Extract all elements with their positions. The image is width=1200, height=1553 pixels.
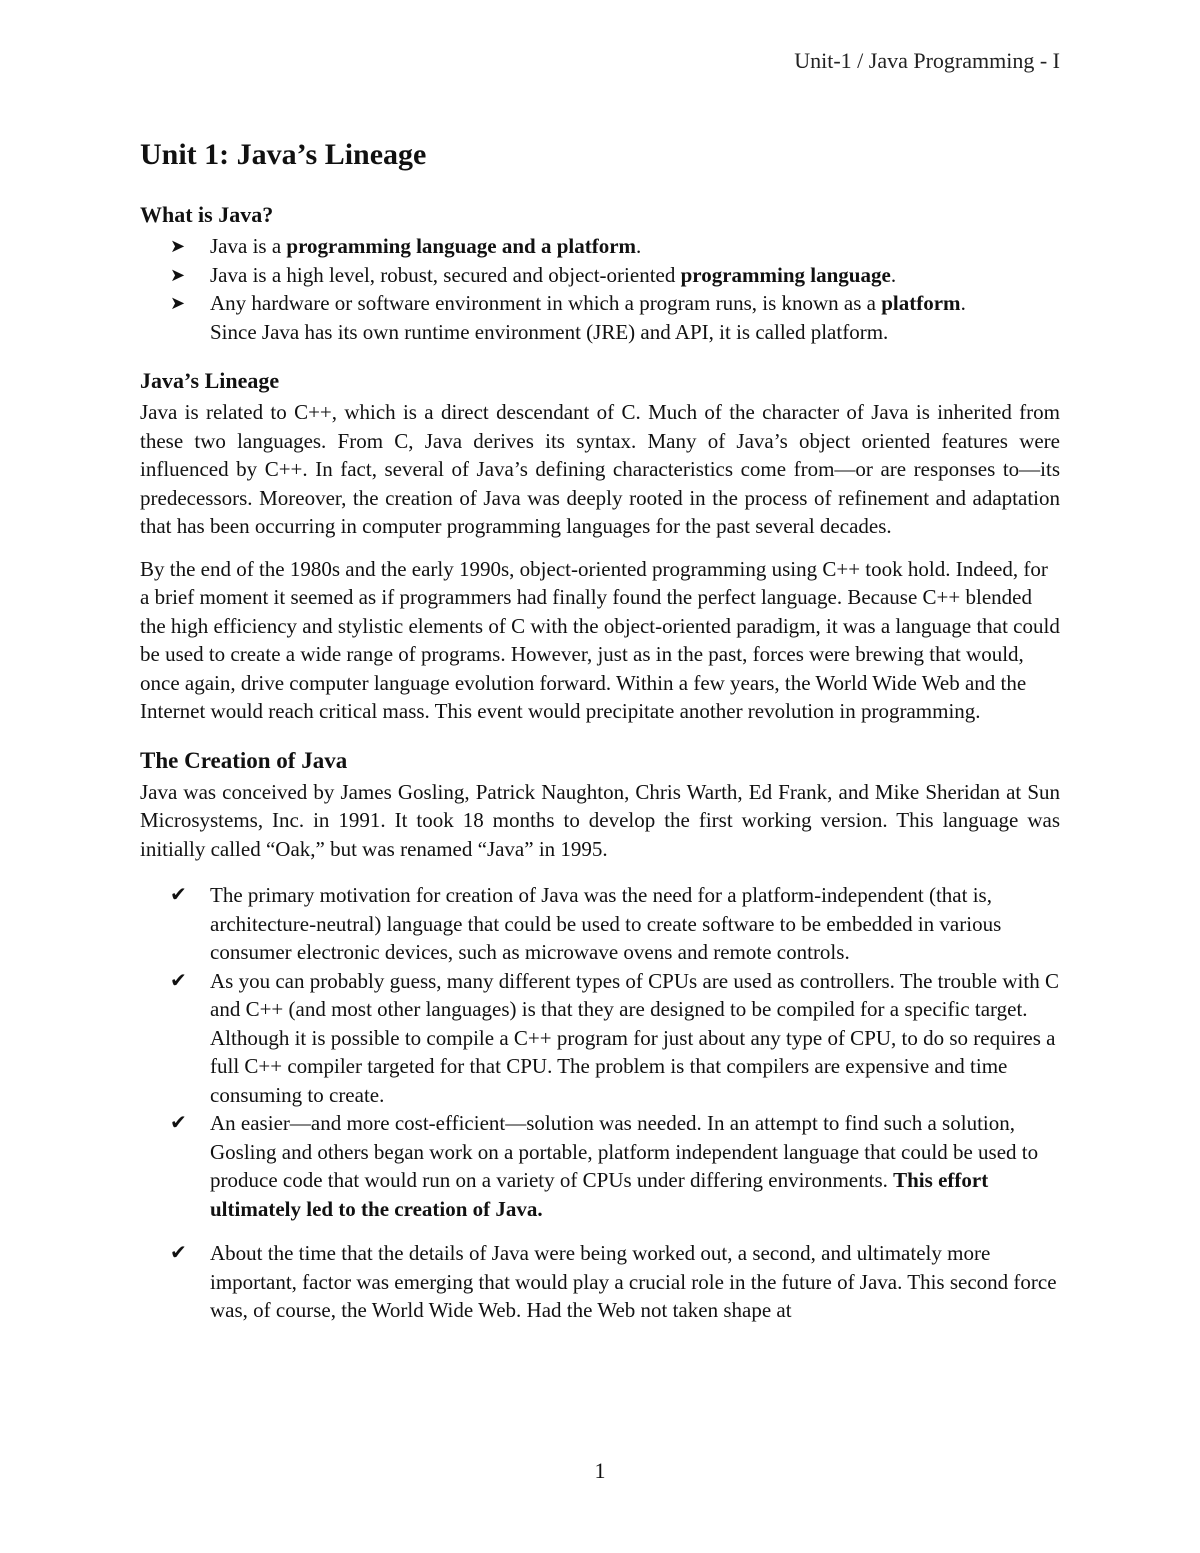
running-header: Unit-1 / Java Programming - I [794,48,1060,73]
lineage-paragraph-2: By the end of the 1980s and the early 1990s, object-oriented programming using C++ took hold. Indeed, for a brief moment it seemed as if programmers had finally found the perfect language. Because C++ blended the high efficiency and stylistic elements of C with the object-oriented paradigm, it was a language that could be used to create a wide range of programs. However, just as in the past, forces were brewing that would, once again, drive computer language evolution forward. Within a few years, the World Wide Web and the Internet would reach critical mass. This event would precipitate another revolution in programming. [140,556,1060,723]
what-is-java-list [140,232,1060,346]
list-item: ➤ Java is a programming language and a platform. [140,232,1060,261]
creation-list [140,881,1060,1325]
page-number: 1 [594,1458,606,1483]
page-title: Unit 1: Java’s Lineage [140,138,427,171]
list-item: ➤ Java is a high level, robust, secured and object-oriented programming language. [140,261,1060,290]
lineage-section [140,368,1060,726]
creation-section [140,748,1060,1325]
checkmark-icon: ✔ [170,1242,187,1264]
page-content [140,138,1060,1325]
creation-paragraph: Java was conceived by James Gosling, Patrick Naughton, Chris Warth, Ed Frank, and Mike Sheridan at Sun Microsystems, Inc. in 1991. It took 18 months to develop the first working version. This language was initially called “Oak,” but was renamed “Java” in 1995. [140,779,1060,861]
lineage-heading: Java’s Lineage [140,368,280,393]
list-item: ✔ As you can probably guess, many different types of CPUs are used as controllers. The trouble with C and C++ (and most other languages) is that they are designed to be compiled for a specific target. Although it is possible to compile a C++ program for just about any type of CPU, to do so requires a full C++ compiler targeted for that CPU. The problem is that compilers are expensive and time consuming to create. [170,968,1059,1107]
checkmark-icon: ✔ [170,969,187,992]
lineage-paragraph-1: Java is related to C++, which is a direct descendant of C. Much of the character of Java is inherited from these two languages. From C, Java derives its syntax. Many of Java’s object oriented features were influenced by C++. In fact, several of Java’s defining characteristics come from—or are responses to—its predecessors. Moreover, the creation of Java was deeply rooted in the process of refinement and adaptation that has been occurring in computer programming languages for the past several decades. [140,400,1060,538]
checkmark-icon: ✔ [170,1112,187,1134]
arrow-bullet-icon: ➤ [170,264,186,285]
creation-heading: The Creation of Java [140,747,348,773]
list-item: ✔ The primary motivation for creation of Java was the need for a platform-independent (that is, architecture-neutral) language that could be used to create software to be embedded in various consumer electronic devices, such as microwave ovens and remote controls. [170,883,1002,964]
list-item: ✔ An easier—and more cost-efficient—solution was needed. In an attempt to find such a solution, Gosling and others began work on a portable, platform independent language that could be used to produce code that would run on a variety of CPUs under differing environments. This effort ultimately led to the creation of Java. [170,1111,1039,1221]
checkmark-icon: ✔ [170,884,187,906]
what-is-java-heading: What is Java? [140,202,274,227]
list-item: ✔ About the time that the details of Java were being worked out, a second, and ultimately more important, factor was emerging that would play a crucial role in the future of Java. This second force was, of course, the World Wide Web. Had the Web not taken shape at [170,1241,1057,1322]
arrow-bullet-icon: ➤ [170,293,186,313]
list-item: ➤ Any hardware or software environment in which a program runs, is known as a platform. Since Java has its own runtime environment (JRE) and API, it is called platform. [170,291,966,344]
arrow-bullet-icon: ➤ [170,236,186,256]
